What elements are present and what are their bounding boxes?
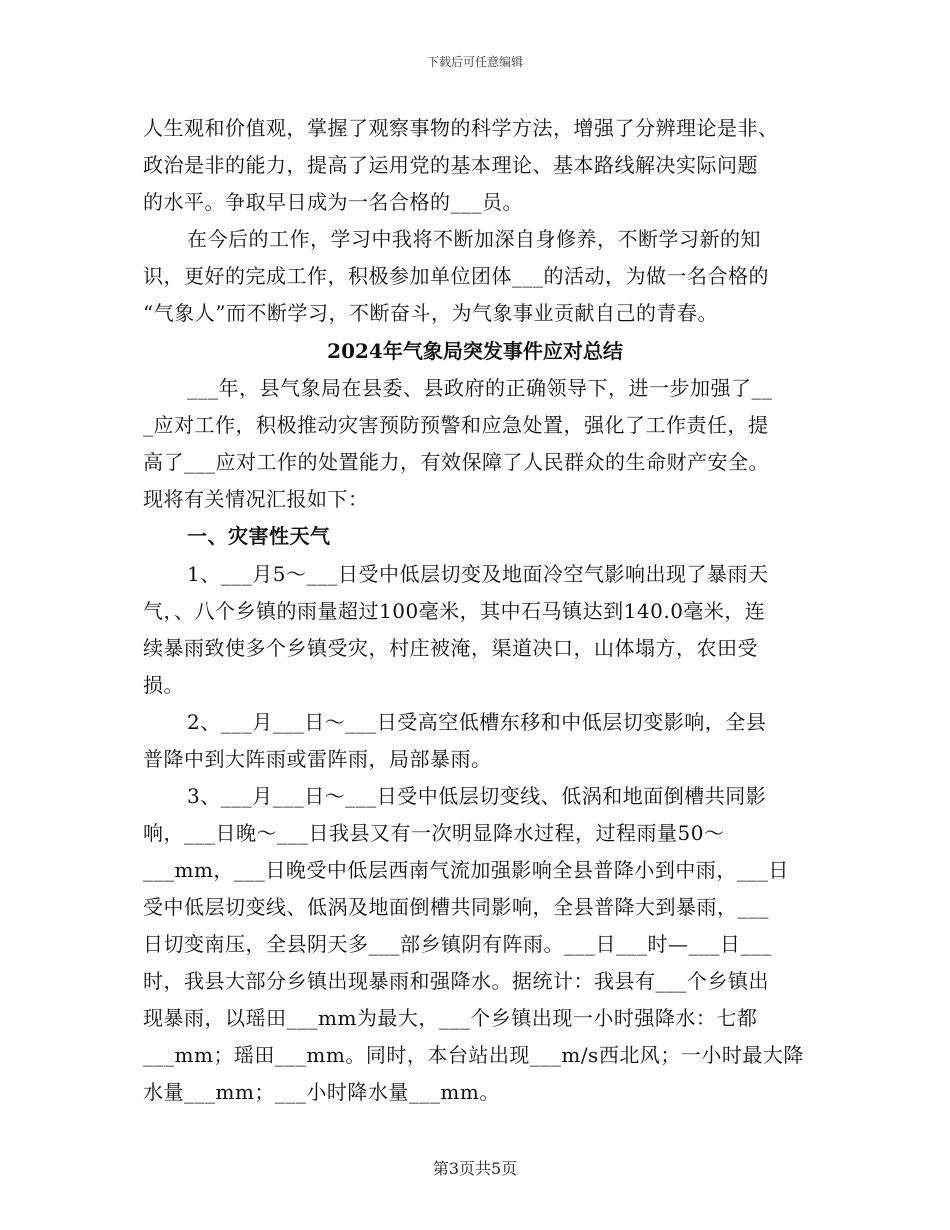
paragraph-line: 受中低层切变线、低涡及地面倒槽共同影响，全县普降大到暴雨，___ bbox=[143, 895, 769, 919]
paragraph-line: 损。 bbox=[143, 673, 184, 697]
paragraph-line: 识，更好的完成工作，积极参加单位团体___的活动，为做一名合格的 bbox=[143, 264, 769, 288]
paragraph-line: 在今后的工作，学习中我将不断加深自身修养，不断学习新的知 bbox=[187, 227, 761, 251]
paragraph-line: 1、___月5～___日受中低层切变及地面冷空气影响出现了暴雨天 bbox=[187, 562, 769, 586]
page-header: 下载后可任意编辑 bbox=[426, 55, 523, 69]
paragraph-line: 现将有关情况汇报如下： bbox=[143, 487, 369, 511]
paragraph-line: 水量___mm；___小时降水量___mm。 bbox=[143, 1080, 500, 1104]
section-heading: 一、灾害性天气 bbox=[187, 524, 331, 548]
paragraph-line: 2、___月___日～___日受高空低槽东移和中低层切变影响，全县 bbox=[187, 710, 767, 734]
paragraph-line: 日切变南压，全县阴天多___部乡镇阴有阵雨。___日___时—___日___ bbox=[143, 932, 772, 956]
page-footer: 第3页共5页 bbox=[432, 1159, 518, 1178]
paragraph-line: _应对工作，积极推动灾害预防预警和应急处置，强化了工作责任，提 bbox=[143, 413, 769, 437]
paragraph-line: 人生观和价值观，掌握了观察事物的科学方法，增强了分辨理论是非、 bbox=[143, 116, 779, 140]
paragraph-line: 时，我县大部分乡镇出现暴雨和强降水。据统计：我县有___个乡镇出 bbox=[143, 969, 769, 993]
paragraph-line: 普降中到大阵雨或雷阵雨，局部暴雨。 bbox=[143, 747, 492, 771]
paragraph-line: ___mm，___日晚受中低层西南气流加强影响全县普降小到中雨，___日 bbox=[143, 858, 789, 882]
paragraph-line: 的水平。争取早日成为一名合格的___员。 bbox=[143, 190, 523, 214]
paragraph-line: 政治是非的能力，提高了运用党的基本理论、基本路线解决实际问题 bbox=[143, 153, 758, 177]
paragraph-line: 现暴雨，以瑶田___mm为最大，___个乡镇出现一小时强降水：七都 bbox=[143, 1006, 758, 1030]
paragraph-line: “气象人”而不断学习，不断奋斗，为气象事业贡献自己的青春。 bbox=[143, 301, 718, 325]
paragraph-line: 高了___应对工作的处置能力，有效保障了人民群众的生命财产安全。 bbox=[143, 450, 769, 474]
paragraph-line: 响，___日晚～___日我县又有一次明显降水过程，过程雨量50～ bbox=[143, 821, 725, 845]
paragraph-line: 气，、八个乡镇的雨量超过100毫米，其中石马镇达到140.0毫米，连 bbox=[143, 599, 766, 623]
paragraph-line: 3、___月___日～___日受中低层切变线、低涡和地面倒槽共同影 bbox=[187, 784, 767, 808]
paragraph-line: ___年，县气象局在县委、县政府的正确领导下，进一步加强了__ bbox=[187, 376, 773, 400]
paragraph-line: 续暴雨致使多个乡镇受灾，村庄被淹，渠道决口，山体塌方，农田受 bbox=[143, 636, 758, 660]
document-title: 2024年气象局突发事件应对总结 bbox=[327, 339, 623, 363]
paragraph-line: ___mm；瑶田___mm。同时，本台站出现___m/s西北风；一小时最大降 bbox=[143, 1043, 804, 1067]
